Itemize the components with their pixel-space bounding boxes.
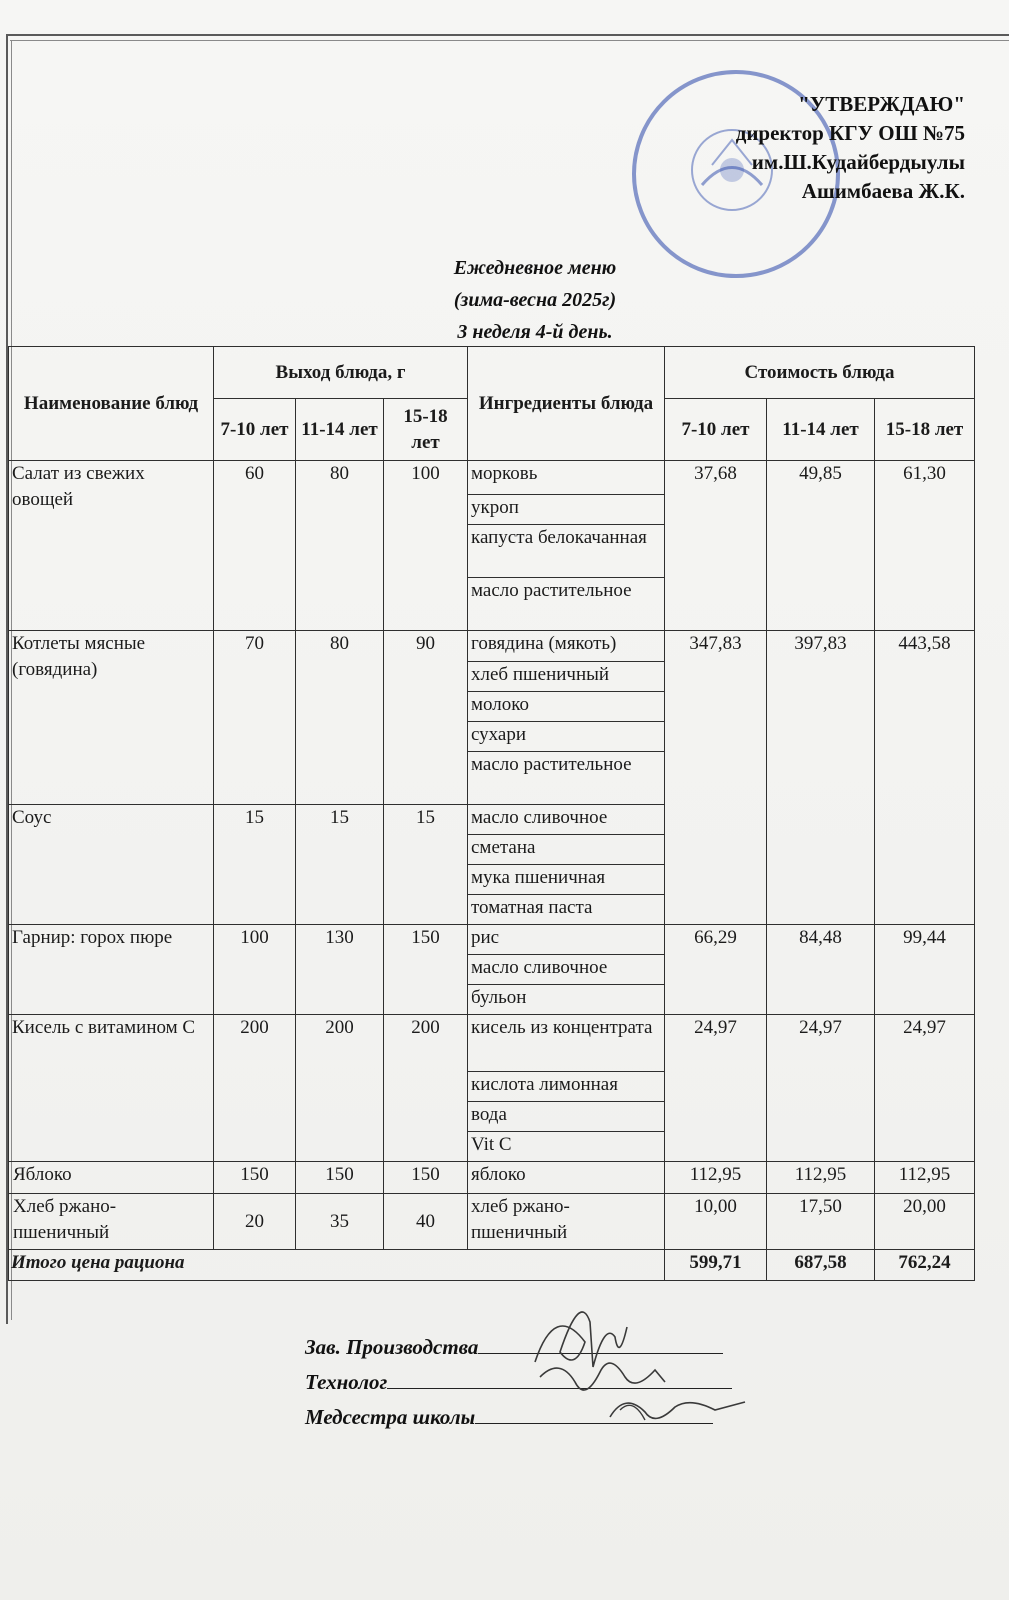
header-cost-age-15-18: 15-18 лет bbox=[875, 399, 975, 461]
dish-cost-15-18: 20,00 bbox=[875, 1194, 975, 1250]
ingredient: кисель из концентрата bbox=[468, 1015, 665, 1072]
dish-output-11-14: 35 bbox=[296, 1194, 384, 1250]
table-row bbox=[9, 1015, 975, 1072]
dish-name: Гарнир: горох пюре bbox=[9, 925, 214, 1015]
frame-border-top-inner bbox=[10, 40, 1009, 41]
dish-cost-15-18: 24,97 bbox=[875, 1015, 975, 1162]
ingredient: кислота лимонная bbox=[468, 1072, 665, 1102]
ingredient: сметана bbox=[468, 835, 665, 865]
ingredient: хлеб ржано-пшеничный bbox=[468, 1194, 665, 1250]
ingredient: морковь bbox=[468, 461, 665, 495]
header-output: Выход блюда, г bbox=[214, 347, 468, 399]
ingredient: молоко bbox=[468, 692, 665, 722]
ingredient: масло сливочное bbox=[468, 805, 665, 835]
dish-output-7-10: 150 bbox=[214, 1162, 296, 1194]
dish-output-11-14: 150 bbox=[296, 1162, 384, 1194]
dish-output-7-10: 15 bbox=[214, 805, 296, 925]
dish-name: Кисель с витамином С bbox=[9, 1015, 214, 1162]
handwritten-signatures bbox=[515, 1282, 775, 1442]
dish-output-7-10: 100 bbox=[214, 925, 296, 1015]
ingredient: масло растительное bbox=[468, 752, 665, 805]
menu-season: (зима-весна 2025г) bbox=[453, 289, 617, 311]
dish-cost-15-18: 99,44 bbox=[875, 925, 975, 1015]
dish-name: Хлеб ржано-пшеничный bbox=[9, 1194, 214, 1250]
dish-cost-7-10: 347,83 bbox=[665, 631, 767, 925]
dish-output-11-14: 130 bbox=[296, 925, 384, 1015]
dish-output-7-10: 60 bbox=[214, 461, 296, 631]
dish-output-11-14: 80 bbox=[296, 631, 384, 805]
dish-cost-7-10: 10,00 bbox=[665, 1194, 767, 1250]
dish-cost-7-10: 24,97 bbox=[665, 1015, 767, 1162]
dish-name: Котлеты мясные (говядина) bbox=[9, 631, 214, 805]
approval-block bbox=[736, 90, 965, 206]
header-output-age-15-18: 15-18 лет bbox=[384, 399, 468, 461]
dish-cost-11-14: 397,83 bbox=[767, 631, 875, 925]
table-row bbox=[9, 461, 975, 495]
dish-output-15-18: 200 bbox=[384, 1015, 468, 1162]
header-ingredients: Ингредиенты блюда bbox=[468, 347, 665, 461]
table-row bbox=[9, 1162, 975, 1194]
dish-name: Салат из свежих овощей bbox=[9, 461, 214, 631]
total-cost-11-14: 687,58 bbox=[767, 1250, 875, 1281]
header-cost-age-7-10: 7-10 лет bbox=[665, 399, 767, 461]
ingredient: сухари bbox=[468, 722, 665, 752]
dish-output-7-10: 200 bbox=[214, 1015, 296, 1162]
dish-output-11-14: 200 bbox=[296, 1015, 384, 1162]
dish-output-15-18: 100 bbox=[384, 461, 468, 631]
dish-cost-11-14: 112,95 bbox=[767, 1162, 875, 1194]
menu-table bbox=[8, 346, 975, 1281]
dish-cost-11-14: 17,50 bbox=[767, 1194, 875, 1250]
signature-label-production: Зав. Производства bbox=[305, 1335, 479, 1359]
header-cost-age-11-14: 11-14 лет bbox=[767, 399, 875, 461]
header-output-age-11-14: 11-14 лет bbox=[296, 399, 384, 461]
ingredient: Vit C bbox=[468, 1132, 665, 1162]
ingredient: капуста белокачанная bbox=[468, 525, 665, 578]
header-cost: Стоимость блюда bbox=[665, 347, 975, 399]
approval-school: им.Ш.Кудайбердыулы bbox=[751, 150, 965, 174]
dish-output-7-10: 70 bbox=[214, 631, 296, 805]
approval-position: директор КГУ ОШ №75 bbox=[735, 121, 965, 145]
dish-cost-7-10: 112,95 bbox=[665, 1162, 767, 1194]
ingredient: рис bbox=[468, 925, 665, 955]
ingredient: хлеб пшеничный bbox=[468, 662, 665, 692]
menu-title-line: Ежедневное меню bbox=[453, 257, 617, 279]
dish-cost-7-10: 66,29 bbox=[665, 925, 767, 1015]
dish-output-15-18: 90 bbox=[384, 631, 468, 805]
menu-title bbox=[340, 252, 730, 348]
dish-output-7-10: 20 bbox=[214, 1194, 296, 1250]
dish-output-15-18: 150 bbox=[384, 1162, 468, 1194]
dish-output-15-18: 150 bbox=[384, 925, 468, 1015]
ingredient: говядина (мякоть) bbox=[468, 631, 665, 662]
header-output-age-7-10: 7-10 лет bbox=[214, 399, 296, 461]
ingredient: масло растительное bbox=[468, 578, 665, 631]
dish-name: Соус bbox=[9, 805, 214, 925]
total-cost-15-18: 762,24 bbox=[875, 1250, 975, 1281]
dish-output-11-14: 15 bbox=[296, 805, 384, 925]
total-label: Итого цена рациона bbox=[9, 1250, 665, 1281]
header-dish-name: Наименование блюд bbox=[9, 347, 214, 461]
ingredient: бульон bbox=[468, 985, 665, 1015]
dish-cost-11-14: 49,85 bbox=[767, 461, 875, 631]
dish-output-11-14: 80 bbox=[296, 461, 384, 631]
frame-border-top bbox=[6, 34, 1009, 36]
total-row bbox=[9, 1250, 975, 1281]
dish-output-15-18: 15 bbox=[384, 805, 468, 925]
dish-cost-15-18: 112,95 bbox=[875, 1162, 975, 1194]
ingredient: яблоко bbox=[468, 1162, 665, 1194]
dish-cost-15-18: 61,30 bbox=[875, 461, 975, 631]
approval-director-name: Ашимбаева Ж.К. bbox=[801, 179, 965, 203]
ingredient: мука пшеничная bbox=[468, 865, 665, 895]
table-row bbox=[9, 631, 975, 662]
ingredient: укроп bbox=[468, 495, 665, 525]
dish-cost-11-14: 24,97 bbox=[767, 1015, 875, 1162]
dish-cost-15-18: 443,58 bbox=[875, 631, 975, 925]
table-row bbox=[9, 1194, 975, 1250]
menu-week-day: 3 неделя 4-й день. bbox=[457, 321, 613, 343]
total-cost-7-10: 599,71 bbox=[665, 1250, 767, 1281]
dish-cost-7-10: 37,68 bbox=[665, 461, 767, 631]
ingredient: томатная паста bbox=[468, 895, 665, 925]
table-row bbox=[9, 925, 975, 955]
signature-label-technologist: Технолог bbox=[305, 1370, 388, 1394]
ingredient: масло сливочное bbox=[468, 955, 665, 985]
dish-name: Яблоко bbox=[9, 1162, 214, 1194]
dish-cost-11-14: 84,48 bbox=[767, 925, 875, 1015]
signature-label-nurse: Медсестра школы bbox=[305, 1405, 476, 1429]
dish-output-15-18: 40 bbox=[384, 1194, 468, 1250]
approval-heading: "УТВЕРЖДАЮ" bbox=[798, 92, 965, 116]
ingredient: вода bbox=[468, 1102, 665, 1132]
